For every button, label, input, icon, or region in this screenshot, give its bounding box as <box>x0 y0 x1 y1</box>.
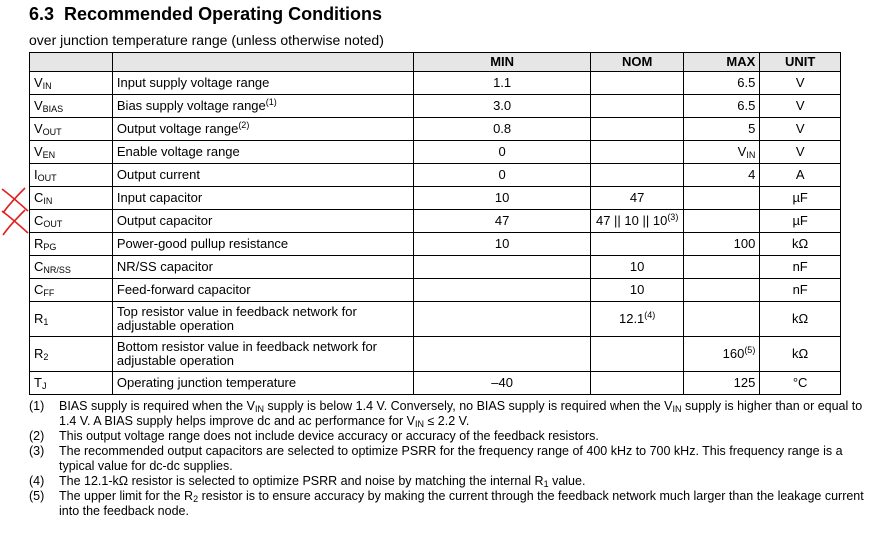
nom-cell <box>591 302 684 337</box>
symbol-base: V <box>34 98 43 113</box>
max-cell <box>684 372 760 395</box>
min-value: 47 <box>494 213 510 228</box>
unit-value: A <box>795 167 805 182</box>
footnote-segment: ≤ 2.2 V. <box>424 414 470 428</box>
table-row <box>30 187 841 210</box>
max-subscript: IN <box>746 150 756 160</box>
header-blank <box>112 53 413 72</box>
unit-value: µF <box>792 190 808 205</box>
unit-cell <box>760 337 841 372</box>
footnote-ref: (5) <box>744 345 756 355</box>
min-cell <box>414 95 591 118</box>
nom-cell <box>591 233 684 256</box>
description-cell <box>112 279 413 302</box>
symbol-base: R <box>34 236 44 251</box>
nom-cell <box>591 256 684 279</box>
symbol-subscript: IN <box>42 81 52 91</box>
footnote-ref: (3) <box>667 212 679 222</box>
max-value: 160 <box>722 346 745 361</box>
symbol-subscript: 2 <box>43 352 49 362</box>
max-value: 4 <box>748 167 756 182</box>
symbol-base: I <box>34 167 38 182</box>
footnote-segment: supply is below 1.4 V. Conversely, no BIAS supply is required when the V <box>263 399 673 413</box>
unit-value: kΩ <box>792 311 809 326</box>
max-cell <box>684 279 760 302</box>
unit-value: kΩ <box>792 346 809 361</box>
footnote-number: (5) <box>29 489 45 503</box>
table-subtitle: over junction temperature range (unless otherwise noted) <box>29 32 384 48</box>
min-value: 0.8 <box>493 121 512 136</box>
description-cell <box>112 187 413 210</box>
footnote-segment: The 12.1-kΩ resistor is selected to optimize PSRR and noise by matching the internal R <box>59 474 544 488</box>
max-cell <box>684 302 760 337</box>
unit-value: V <box>795 144 805 159</box>
symbol-subscript: OUT <box>42 127 62 137</box>
nom-cell <box>591 279 684 302</box>
min-value: 3.0 <box>493 98 512 113</box>
description-text: Input supply voltage range <box>116 75 270 90</box>
footnote-subscript: IN <box>415 419 424 429</box>
footnote <box>29 489 869 519</box>
min-value: 0 <box>498 144 506 159</box>
min-cell <box>414 210 591 233</box>
description-cell <box>112 164 413 187</box>
description-cell <box>112 233 413 256</box>
nom-cell <box>591 372 684 395</box>
symbol-cell <box>30 302 113 337</box>
footnote <box>29 444 869 474</box>
nom-cell <box>591 164 684 187</box>
footnote-segment: resistor is to ensure accuracy by making the current through the feedback network much larger than the leakage current into the feedback node. <box>59 489 864 518</box>
unit-cell <box>760 256 841 279</box>
unit-value: nF <box>792 282 808 297</box>
nom-cell <box>591 210 684 233</box>
footnote-subscript: IN <box>254 404 264 414</box>
symbol-base: C <box>34 190 44 205</box>
symbol-subscript: EN <box>42 150 56 160</box>
nom-value: 10 <box>629 259 645 274</box>
max-cell <box>684 118 760 141</box>
unit-value: V <box>795 121 805 136</box>
description-text: Output voltage range <box>116 121 239 136</box>
min-cell <box>414 187 591 210</box>
symbol-cell <box>30 187 113 210</box>
min-cell <box>414 233 591 256</box>
operating-conditions-table <box>29 52 841 395</box>
max-cell <box>684 95 760 118</box>
symbol-cell <box>30 72 113 95</box>
description-text: Feed-forward capacitor <box>116 282 251 297</box>
header-nom: NOM <box>591 53 684 72</box>
footnote-number: (1) <box>29 399 45 413</box>
description-text: Bias supply voltage range <box>116 98 266 113</box>
min-cell <box>414 302 591 337</box>
footnote-segment: This output voltage range does not include device accuracy or accuracy of the feedback resistors. <box>59 429 599 443</box>
symbol-cell <box>30 279 113 302</box>
max-value: 6.5 <box>737 75 756 90</box>
table-row <box>30 164 841 187</box>
table-row <box>30 256 841 279</box>
symbol-cell <box>30 118 113 141</box>
max-value: 100 <box>733 236 756 251</box>
symbol-base: V <box>34 144 43 159</box>
table-row <box>30 118 841 141</box>
description-cell <box>112 302 413 337</box>
symbol-base: T <box>34 375 42 390</box>
description-text: Top resistor value in feedback network for adjustable operation <box>116 304 357 333</box>
unit-cell <box>760 118 841 141</box>
footnote-segment: value. <box>548 474 586 488</box>
symbol-cell <box>30 256 113 279</box>
footnote-text <box>59 444 869 474</box>
footnote-text <box>59 474 869 489</box>
symbol-subscript: NR/SS <box>43 265 71 275</box>
max-cell <box>684 141 760 164</box>
nom-value: 47 <box>629 190 645 205</box>
symbol-subscript: FF <box>43 288 55 298</box>
symbol-subscript: OUT <box>37 173 57 183</box>
min-cell <box>414 279 591 302</box>
nom-value: 12.1 <box>618 311 645 326</box>
description-cell <box>112 256 413 279</box>
unit-cell <box>760 372 841 395</box>
symbol-subscript: PG <box>43 242 57 252</box>
footnote-ref: (1) <box>265 97 277 107</box>
footnote-number: (2) <box>29 429 45 443</box>
unit-value: V <box>795 98 805 113</box>
description-text: Enable voltage range <box>116 144 240 159</box>
footnote-number: (3) <box>29 444 45 458</box>
nom-value: 10 <box>629 282 645 297</box>
unit-cell <box>760 95 841 118</box>
max-cell <box>684 187 760 210</box>
header-unit: UNIT <box>760 53 841 72</box>
unit-cell <box>760 210 841 233</box>
symbol-base: C <box>34 282 44 297</box>
symbol-base: C <box>34 213 44 228</box>
symbol-subscript: 1 <box>43 317 49 327</box>
description-text: Bottom resistor value in feedback network for adjustable operation <box>116 339 378 368</box>
description-cell <box>112 372 413 395</box>
description-cell <box>112 141 413 164</box>
footnote <box>29 429 869 444</box>
symbol-base: C <box>34 259 44 274</box>
min-value: 0 <box>498 167 506 182</box>
table-row <box>30 233 841 256</box>
footnote <box>29 474 869 489</box>
min-cell <box>414 256 591 279</box>
footnote-segment: BIAS supply is required when the V <box>59 399 255 413</box>
footnote-subscript: 1 <box>543 479 549 489</box>
description-text: Output current <box>116 167 200 182</box>
footnote-text <box>59 429 869 444</box>
min-cell <box>414 337 591 372</box>
section-title: Recommended Operating Conditions <box>64 4 383 24</box>
x-mark-icon <box>0 208 30 238</box>
max-value: 5 <box>748 121 756 136</box>
symbol-subscript: OUT <box>43 219 63 229</box>
description-text: Operating junction temperature <box>116 375 297 390</box>
description-text: Output capacitor <box>116 213 213 228</box>
min-value: 1.1 <box>493 75 512 90</box>
min-value: 10 <box>494 236 510 251</box>
footnote-ref: (2) <box>238 120 250 130</box>
description-text: Input capacitor <box>116 190 203 205</box>
section-heading <box>29 4 382 25</box>
max-value: 125 <box>733 375 756 390</box>
symbol-base: R <box>34 346 44 361</box>
unit-value: µF <box>792 213 808 228</box>
unit-cell <box>760 302 841 337</box>
nom-cell <box>591 337 684 372</box>
footnote-number: (4) <box>29 474 45 488</box>
footnotes <box>29 399 869 519</box>
unit-cell <box>760 72 841 95</box>
footnote-ref: (4) <box>644 310 656 320</box>
footnote-subscript: 2 <box>193 494 199 504</box>
footnote <box>29 399 869 429</box>
max-cell <box>684 164 760 187</box>
max-cell <box>684 256 760 279</box>
min-cell <box>414 141 591 164</box>
min-cell <box>414 372 591 395</box>
symbol-cell <box>30 372 113 395</box>
unit-cell <box>760 279 841 302</box>
min-cell <box>414 164 591 187</box>
table-row <box>30 72 841 95</box>
symbol-subscript: J <box>41 381 47 391</box>
max-cell <box>684 337 760 372</box>
unit-value: °C <box>792 375 808 390</box>
min-value: 10 <box>494 190 510 205</box>
nom-cell <box>591 118 684 141</box>
symbol-subscript: BIAS <box>42 104 64 114</box>
footnote-text <box>59 399 869 429</box>
header-max: MAX <box>684 53 760 72</box>
max-cell <box>684 233 760 256</box>
table-row <box>30 95 841 118</box>
symbol-cell <box>30 141 113 164</box>
section-number: 6.3 <box>29 4 55 24</box>
symbol-cell <box>30 337 113 372</box>
table-row <box>30 372 841 395</box>
symbol-base: R <box>34 311 44 326</box>
symbol-base: V <box>34 121 43 136</box>
footnote-segment: The recommended output capacitors are selected to optimize PSRR for the frequency range of 400 kHz to 700 kHz. This frequency range is a typical value for dc-dc supplies. <box>59 444 843 473</box>
nom-cell <box>591 72 684 95</box>
description-cell <box>112 210 413 233</box>
nom-value: 47 || 10 || 10 <box>595 213 668 228</box>
symbol-subscript: IN <box>43 196 53 206</box>
symbol-base: V <box>34 75 43 90</box>
table-row <box>30 279 841 302</box>
header-min: MIN <box>414 53 591 72</box>
header-blank <box>30 53 113 72</box>
nom-cell <box>591 141 684 164</box>
unit-cell <box>760 164 841 187</box>
table-row <box>30 337 841 372</box>
description-cell <box>112 118 413 141</box>
unit-value: V <box>795 75 805 90</box>
description-text: NR/SS capacitor <box>116 259 213 274</box>
max-cell <box>684 72 760 95</box>
table-row <box>30 210 841 233</box>
description-cell <box>112 95 413 118</box>
nom-cell <box>591 187 684 210</box>
min-cell <box>414 118 591 141</box>
symbol-cell <box>30 95 113 118</box>
unit-value: nF <box>792 259 808 274</box>
unit-cell <box>760 187 841 210</box>
max-value: V <box>737 144 747 159</box>
min-value: –40 <box>491 375 513 390</box>
table-header-row <box>30 53 841 72</box>
unit-value: kΩ <box>792 236 809 251</box>
max-value: 6.5 <box>737 98 756 113</box>
symbol-cell <box>30 210 113 233</box>
unit-cell <box>760 233 841 256</box>
table-row <box>30 141 841 164</box>
description-cell <box>112 337 413 372</box>
description-text: Power-good pullup resistance <box>116 236 289 251</box>
symbol-cell <box>30 233 113 256</box>
unit-cell <box>760 141 841 164</box>
footnote-text <box>59 489 869 519</box>
footnote-segment: supply is higher than or equal to 1.4 V. A BIAS supply helps improve dc and ac performance for V <box>59 399 863 428</box>
symbol-cell <box>30 164 113 187</box>
footnote-subscript: IN <box>672 404 682 414</box>
min-cell <box>414 72 591 95</box>
description-cell <box>112 72 413 95</box>
nom-cell <box>591 95 684 118</box>
max-cell <box>684 210 760 233</box>
footnote-segment: The upper limit for the R <box>59 489 194 503</box>
table-row <box>30 302 841 337</box>
